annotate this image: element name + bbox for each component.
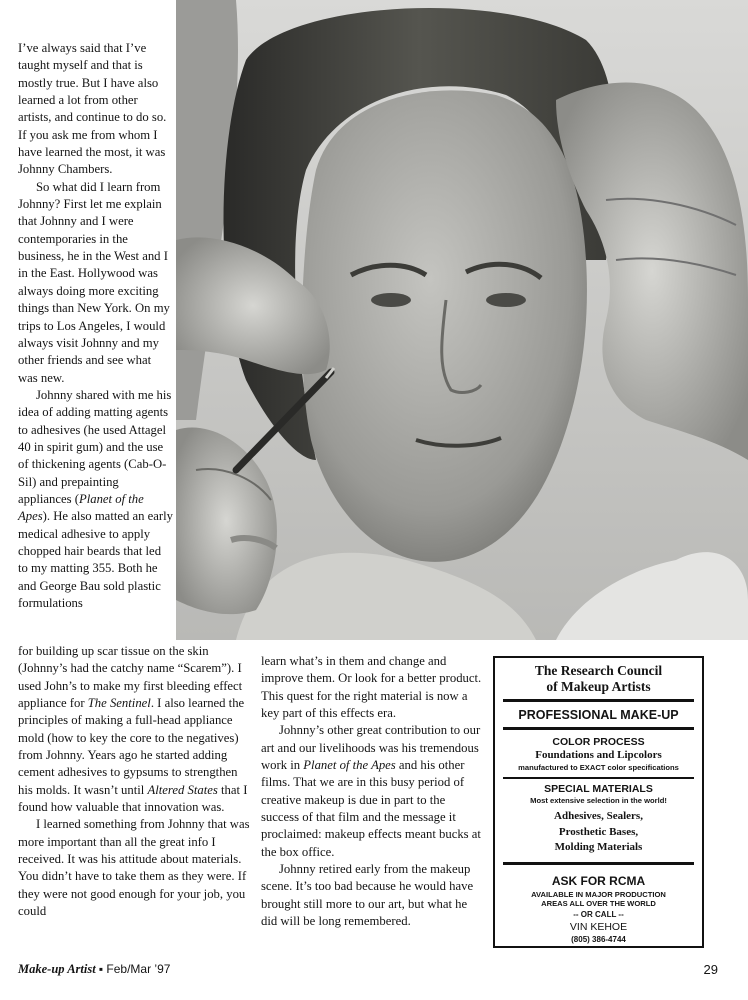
ad-material-1: Adhesives, Sealers, xyxy=(554,810,643,822)
article-column-3 xyxy=(261,653,483,931)
magazine-name: Make-up Artist xyxy=(18,962,96,976)
ad-org-line1: The Research Council xyxy=(534,663,663,678)
ad-foundations: Foundations and Lipcolors xyxy=(535,749,662,761)
paragraph: Johnny shared with me his idea of adding matting agents to adhesives (he used Attagel 40 in spirit gum) and the use of thickening agents (Cab-O-Sil) and prepainting appliances (Planet of the Apes). He also matted an early medical adhesive to apply chopped hair beards that led to my matting 355. Both he and George Bau sold plastic formulations xyxy=(18,387,174,610)
ad-contact-name: VIN KEHOE xyxy=(569,920,628,933)
ad-most-extensive: Most extensive selection in the world! xyxy=(530,796,667,805)
ad-divider xyxy=(503,699,694,702)
ad-headline: PROFESSIONAL MAKE-UP xyxy=(518,708,679,722)
footer-folio xyxy=(18,962,170,977)
ad-divider xyxy=(503,862,694,865)
ad-divider xyxy=(503,727,694,730)
ad-special-materials: SPECIAL MATERIALS xyxy=(544,783,653,795)
film-title: Planet of the Apes xyxy=(18,491,144,524)
ad-divider xyxy=(503,777,694,779)
ad-material-3: Molding Materials xyxy=(554,841,643,853)
film-title: Altered States xyxy=(147,782,218,797)
page-number: 29 xyxy=(703,962,718,977)
ad-phone: (805) 386-4744 xyxy=(571,934,626,944)
rcma-advertisement xyxy=(493,656,704,948)
paragraph: I learned something from Johnny that was more important than all the great info I received. It was his attitude about materials. You didn’t have to take them as they were. If they were not good enough for your job, you could xyxy=(18,817,250,919)
paragraph: Johnny’s other great contribution to our art and our livelihoods was his tremendous work in Planet of the Apes and his other films. That we are in this busy period of creative makeup is due in part to the success of that film and the message it proclaimed: makeup effects meant bucks at the box office. xyxy=(261,723,481,859)
film-title: Planet of the Apes xyxy=(303,758,396,773)
actor-makeup-photo xyxy=(176,0,748,640)
ad-available-1: AVAILABLE IN MAJOR PRODUCTION xyxy=(531,889,666,899)
article-column-2 xyxy=(18,643,254,921)
issue-date: ▪ Feb/Mar ’97 xyxy=(98,962,171,976)
ad-ask-rcma: ASK FOR RCMA xyxy=(551,873,646,888)
ad-color-process: COLOR PROCESS xyxy=(552,736,645,748)
ad-manufactured: manufactured to EXACT color specifications xyxy=(518,763,679,772)
paragraph: for building up scar tissue on the skin (Johnny’s had the catchy name “Scarem”). I used John’s to make my first bleeding effect appliance for The Sentinel. I also learned the principles of making a full-head appliance mold (how to key the core to the negatives) from Johnny. Years ago he started adding cement adhesives to gypsums to strengthen his molds. It wasn’t until Altered States that I found how valuable that innovation was. xyxy=(18,644,248,815)
ad-or-call: -- OR CALL -- xyxy=(573,909,624,919)
ad-org-line2: of Makeup Artists xyxy=(546,679,651,694)
paragraph: I’ve always said that I’ve taught myself and that is mostly true. But I have also learned a lot from other artists, and continue to do so. If you ask me from whom I have learned the most, it was Johnny Chambers. xyxy=(18,41,167,177)
ad-available-2: AREAS ALL OVER THE WORLD xyxy=(541,898,656,908)
paragraph: Johnny retired early from the makeup scene. It’s too bad because he would have brought still more to our art, but what he did will be long remembered. xyxy=(261,862,474,929)
film-title: The Sentinel xyxy=(87,696,151,711)
ad-material-2: Prosthetic Bases, xyxy=(558,825,639,838)
paragraph: learn what’s in them and change and improve them. Or look for a better product. This quest for the right material is now a key part of this effects era. xyxy=(261,654,482,721)
article-column-1 xyxy=(18,40,174,612)
paragraph: So what did I learn from Johnny? First let me explain that Johnny and I were contemporaries in the business, he in the West and I in the East. Hollywood was always doing more exciting things than New York. On my trips to Los Angeles, I would always visit Johnny and my other friends and see what was new. xyxy=(18,179,170,385)
